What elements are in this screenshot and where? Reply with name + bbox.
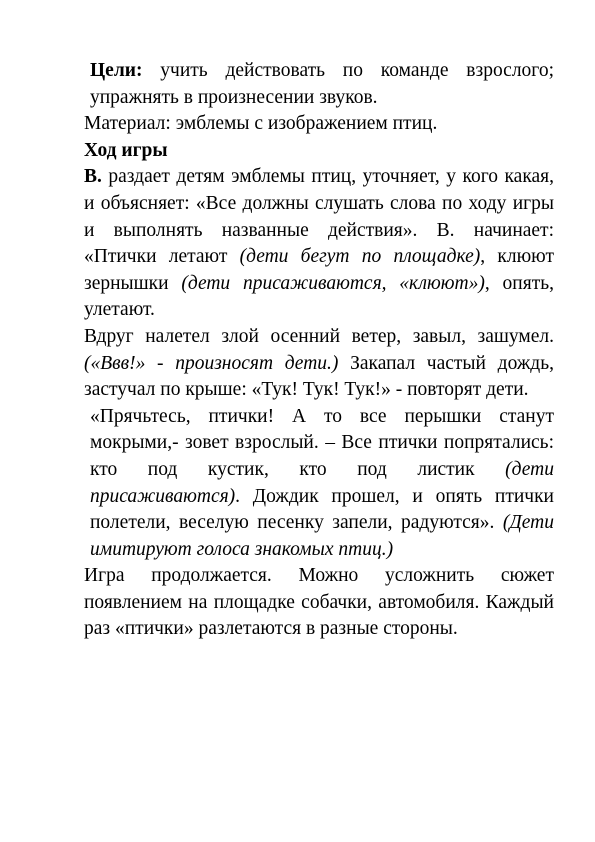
game-paragraph-2 <box>84 324 554 404</box>
game-heading: Ход игры <box>84 139 168 161</box>
p3-italic-2: (Дети имитируют голоса знакомых птиц.) <box>90 512 554 560</box>
p1-text-3: , опять, улетают. <box>84 272 554 321</box>
material-paragraph: Материал: эмблемы с изображением птиц. <box>84 113 438 135</box>
game-paragraph-1 <box>84 164 554 324</box>
p2-text-1: Вдруг налетел злой осенний ветер, завыл, зашумел. <box>84 325 554 347</box>
goals-paragraph <box>84 58 554 111</box>
p3-italic-1: (дети присаживаются) <box>90 458 554 507</box>
p3-text-1: «Прячьтесь, птички! А то все перышки станут мокрыми,- зовет взрослый. – Все птички попрятались: кто под кустик, кто под листик <box>90 405 554 480</box>
game-paragraph-4: Игра продолжается. Можно усложнить сюжет появлением на площадке собачки, автомобиля. Каждый раз «птички» разлетаются в разные стороны. <box>84 565 554 640</box>
p1-italic-1: (дети бегут по площадке) <box>239 246 481 268</box>
game-paragraph-3 <box>84 404 554 564</box>
p1-text-1: раздает детям эмблемы птиц, уточняет, у кого какая, и объясняет: «Все должны слушать слова по ходу игры и выполнять названные действия». В. начинает: «Птички летают <box>84 166 554 268</box>
goals-text: учить действовать по команде взрослого; упражнять в произнесении звуков. <box>90 60 554 108</box>
goals-label: Цели: <box>90 60 143 81</box>
p1-text-2: , клюют зернышки <box>84 246 555 294</box>
p2-italic-1: («Ввв!» - произносят дети.) <box>84 352 339 374</box>
p3-text-2: . Дождик прошел, и опять птички полетели, веселую песенку запели, радуются». <box>90 485 554 534</box>
p2-text-2: Закапал частый дождь, застучал по крыше: «Тук! Тук! Тук!» - повторят дети. <box>84 352 554 401</box>
p1-italic-2: (дети присаживаются, «клюют») <box>181 272 485 294</box>
leader-abbrev: В. <box>84 166 102 188</box>
document-page <box>84 58 554 643</box>
